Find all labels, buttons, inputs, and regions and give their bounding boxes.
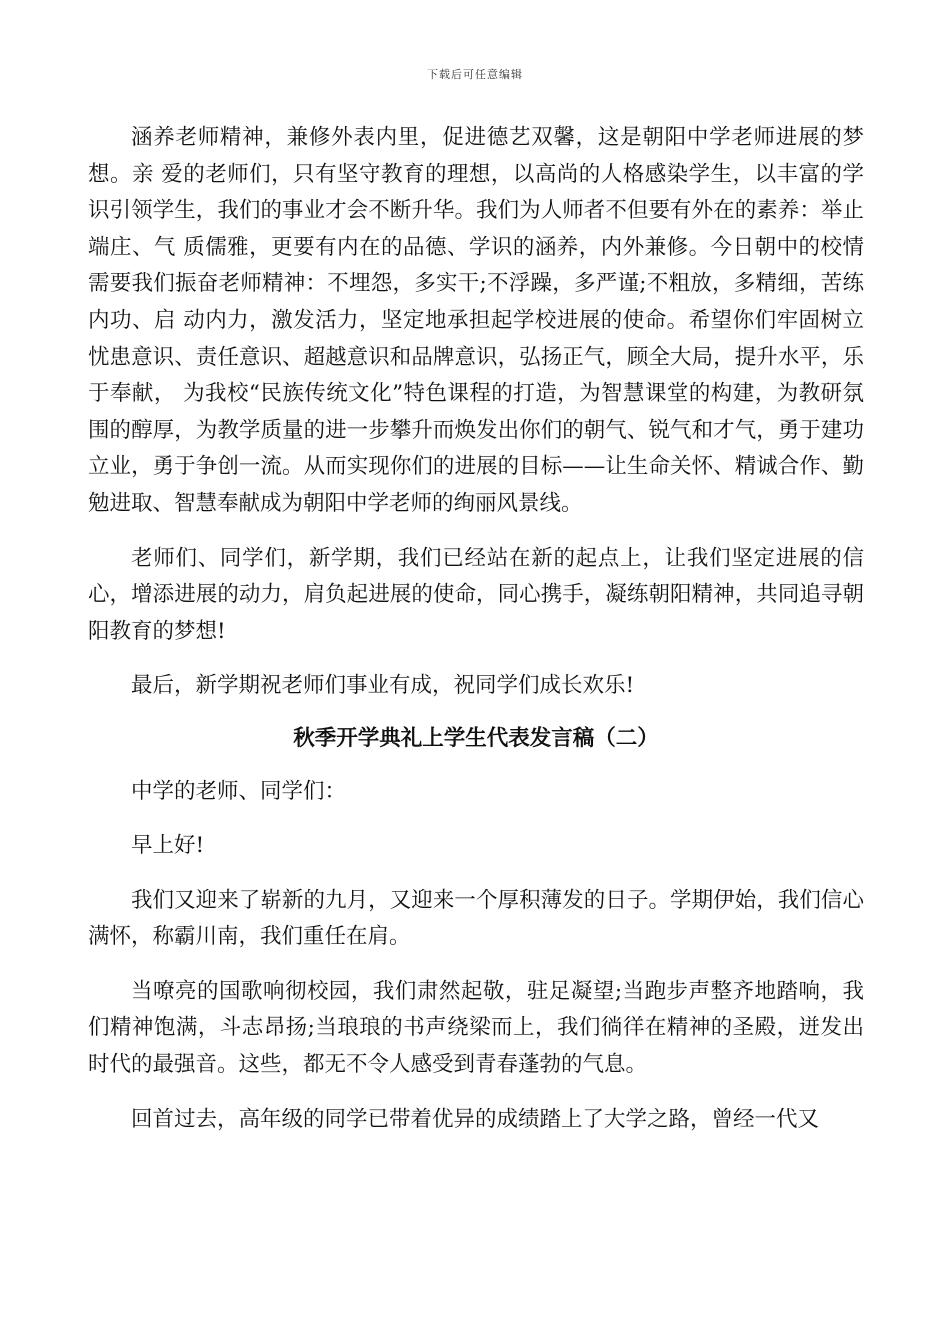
- paragraph-closing-wishes: 最后，新学期祝老师们事业有成，祝同学们成长欢乐!: [131, 673, 635, 699]
- paragraph-salutation: 中学的老师、同学们：: [131, 778, 347, 804]
- paragraph-looking-back: 回首过去，高年级的同学已带着优异的成绩踏上了大学之路，曾经一代又: [131, 1106, 820, 1132]
- paragraph-teacher-spirit: 涵养老师精神，兼修外表内里，促进德艺双馨，这是朝阳中学老师进展的梦想。亲 爱的老师们，只有坚守教育的理想，以高尚的人格感染学生，以丰富的学识引领学生，我们的事业才会不断升华。我们为人师者不但要有外在的素养：举止端庄、气 质儒雅，更要有内在的品德、学识的涵养，内外兼修。今日朝中的校情需要我们振奋老师精神：不埋怨，多实干;不浮躁，多严谨;不粗放，多精细，苦练内功、启 动内力，激发活力，坚定地承担起学校进展的使命。希望你们牢固树立忧患意识、责任意识、超越意识和品牌意识，弘扬正气，顾全大局，提升水平，乐于奉献， 为我校“民族传统文化”特色课程的打造，为智慧课堂的构建，为教研氛围的醇厚，为教学质量的进一步攀升而焕发出你们的朝气、锐气和才气，勇于建功立业，勇于争创一流。从而实现你们的进展的目标——让生命关怀、精诚合作、勤勉进取、智慧奉献成为朝阳中学老师的绚丽风景线。: [88, 125, 864, 516]
- paragraph-new-semester: 老师们、同学们，新学期，我们已经站在新的起点上，让我们坚定进展的信心，增添进展的动力，肩负起进展的使命，同心携手，凝练朝阳精神，共同追寻朝阳教育的梦想!: [88, 545, 864, 644]
- section-title: 秋季开学典礼上学生代表发言稿（二）: [293, 725, 659, 751]
- paragraph-september: 我们又迎来了崭新的九月，又迎来一个厚积薄发的日子。学期伊始，我们信心满怀，称霸川南，我们重任在肩。: [88, 887, 864, 950]
- page-header-note: 下载后可任意编辑: [427, 68, 523, 81]
- document-body: [88, 120, 864, 1138]
- paragraph-greeting: 早上好!: [131, 833, 205, 859]
- paragraph-anthem: 当嘹亮的国歌响彻校园，我们肃然起敬，驻足凝望;当跑步声整齐地踏响，我们精神饱满，斗志昂扬;当琅琅的书声绕梁而上，我们徜徉在精神的圣殿，迸发出时代的最强音。这些，都无不令人感受到青春蓬勃的气息。: [88, 978, 864, 1078]
